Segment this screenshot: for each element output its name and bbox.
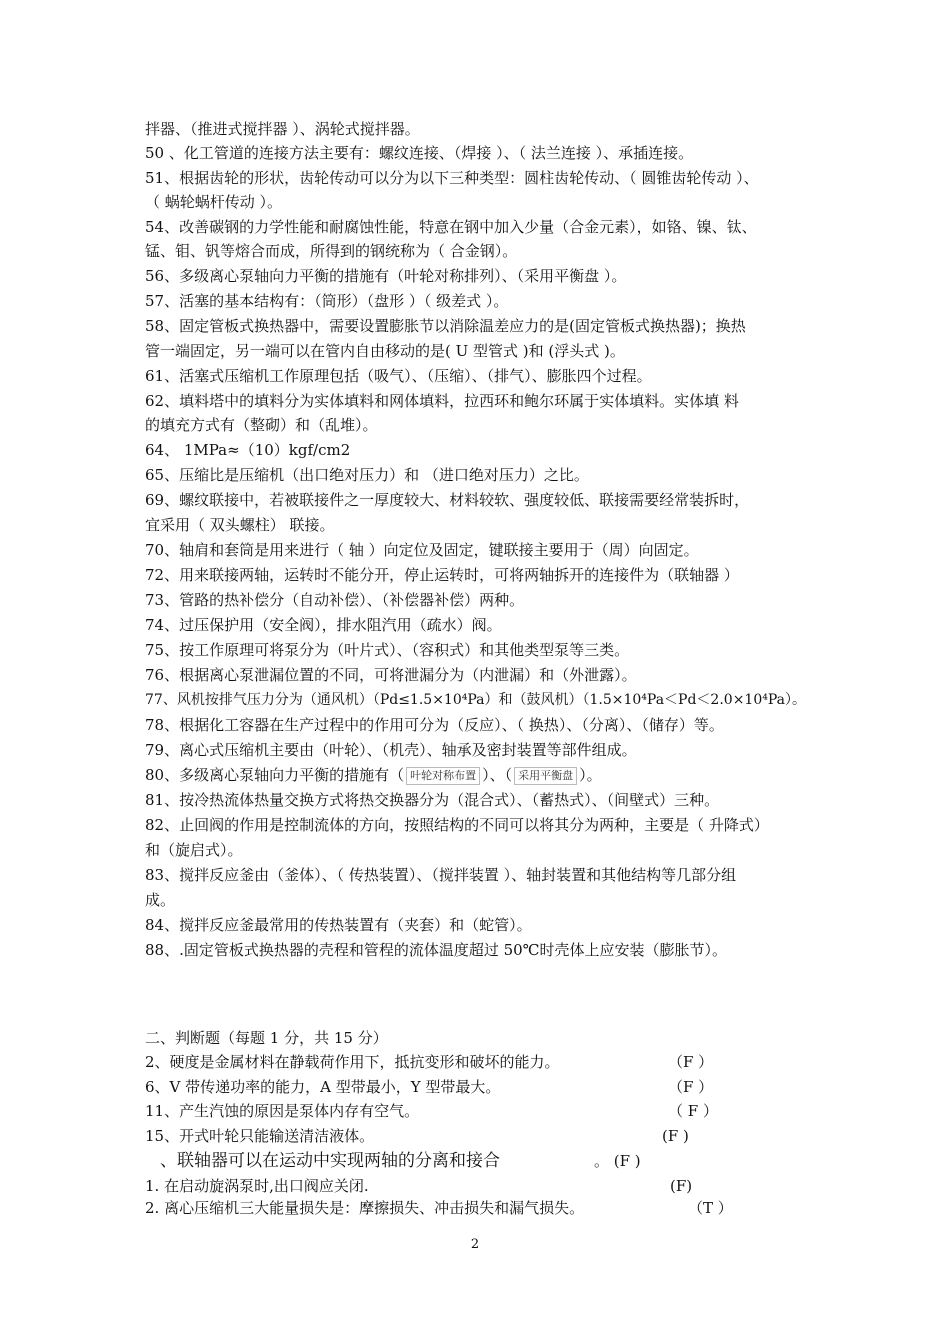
text-line: 61、活塞式压缩机工作原理包括（吸气）、（压缩）、（排气）、膨胀四个过程。 [145, 367, 652, 385]
text-line: 70、轴肩和套筒是用来进行（ 轴 ）向定位及固定，键联接主要用于（周）向固定。 [145, 541, 699, 559]
text-line: （ 蜗轮蜗杆传动 ）。 [145, 193, 283, 211]
judge-item-mark: (F) [670, 1177, 693, 1195]
text-line: 65、压缩比是压缩机（出口绝对压力）和 （进口绝对压力）之比。 [145, 466, 589, 484]
text-line: 62、填料塔中的填料分为实体填料和网体填料，拉西环和鲍尔环属于实体填料。实体填 料 [145, 392, 739, 410]
text-line: 83、搅拌反应釜由（釜体）、（ 传热装置）、（搅拌装置 ）、轴封装置和其他结构等几部分组 [145, 866, 737, 884]
judge-item-text: 1. 在启动旋涡泵时,出口阀应关闭. [145, 1177, 369, 1195]
text-line: 77、风机按排气压力分为（通风机）（Pd≤1.5×10⁴Pa）和（鼓风机）（1.5×10⁴Pa＜Pd＜2.0×10⁴Pa）。 [145, 692, 806, 708]
judge-item-mark: （F ） [668, 1078, 714, 1096]
judge-item-mark: 。 (F ) [594, 1152, 641, 1170]
page-number: 2 [470, 1237, 480, 1252]
q80-prefix: 80、多级离心泵轴向力平衡的措施有（ [145, 766, 405, 784]
text-line: 的填充方式有（整砌）和（乱堆）。 [145, 416, 378, 434]
text-line: 54、改善碳钢的力学性能和耐腐蚀性能，特意在钢中加入少量（合金元素），如铬、镍、钛、 [145, 218, 757, 236]
answer-box-1: 叶轮对称布置 [406, 767, 480, 785]
text-line: 64、 1MPa≈（10）kgf/cm2 [145, 441, 351, 459]
text-line: 宜采用（ 双头螺柱） 联接。 [145, 516, 335, 534]
text-line: 成。 [145, 891, 176, 909]
text-line: 82、止回阀的作用是控制流体的方向，按照结构的不同可以将其分为两种，主要是（ 升降式） [145, 816, 769, 834]
judge-item-text: 2、硬度是金属材料在静载荷作用下，抵抗变形和破坏的能力。 [145, 1053, 560, 1071]
judge-item-text: 6、V 带传递功率的能力，A 型带最小，Y 型带最大。 [145, 1078, 501, 1096]
judge-item-text: 2. 离心压缩机三大能量损失是：摩擦损失、冲击损失和漏气损失。 [145, 1199, 585, 1217]
text-line: 75、按工作原理可将泵分为（叶片式）、（容积式）和其他类型泵等三类。 [145, 641, 630, 659]
q80-mid: ）、（ [482, 766, 513, 784]
judge-item-text: 11、产生汽蚀的原因是泵体内存有空气。 [145, 1102, 420, 1120]
text-line: 58、固定管板式换热器中，需要设置膨胀节以消除温差应力的是(固定管板式换热器)；换热 [145, 317, 746, 335]
question-80 [145, 763, 815, 787]
text-line: 和（旋启式）。 [145, 841, 243, 859]
judge-item-text: 、联轴器可以在运动中实现两轴的分离和接合 [160, 1151, 500, 1171]
text-line: 73、管路的热补偿分（自动补偿）、（补偿器补偿）两种。 [145, 591, 525, 609]
text-line: 50 、化工管道的连接方法主要有：螺纹连接、（焊接 ）、（ 法兰连接 ）、承插连接。 [145, 144, 694, 162]
text-line: 76、根据离心泵泄漏位置的不同，可将泄漏分为（内泄漏）和（外泄露）。 [145, 666, 637, 684]
section-title: 二、判断题（每题 1 分，共 15 分） [145, 1029, 388, 1047]
text-line: 56、多级离心泵轴向力平衡的措施有（叶轮对称排列）、（采用平衡盘 ）。 [145, 267, 627, 285]
text-line: 拌器、（推进式搅拌器 ）、涡轮式搅拌器。 [145, 120, 420, 138]
text-line: 74、过压保护用（安全阀），排水阻汽用（疏水）阀。 [145, 616, 502, 634]
text-line: 管一端固定，另一端可以在管内自由移动的是( U 型管式 )和 (浮头式 )。 [145, 342, 625, 360]
text-line: 79、离心式压缩机主要由（叶轮）、（机壳）、轴承及密封装置等部件组成。 [145, 741, 637, 759]
judge-item-mark: （T ） [688, 1199, 733, 1217]
judge-item-mark: （ F ） [668, 1102, 718, 1120]
judge-item-mark: （F ） [668, 1053, 714, 1071]
answer-box-2: 采用平衡盘 [514, 767, 577, 785]
text-line: 51、根据齿轮的形状，齿轮传动可以分为以下三种类型：圆柱齿轮传动、（ 圆锥齿轮传动 ）、 [145, 169, 759, 187]
text-line: 锰、钼、钒等熔合而成，所得到的钢统称为（ 合金钢）。 [145, 242, 518, 260]
text-line: 72、用来联接两轴，运转时不能分开，停止运转时，可将两轴拆开的连接件为（联轴器 ） [145, 566, 739, 584]
text-line: 78、根据化工容器在生产过程中的作用可分为（反应）、（ 换热）、（分离）、（储存）等。 [145, 716, 724, 734]
text-line: 84、搅拌反应釜最常用的传热装置有（夹套）和（蛇管）。 [145, 916, 532, 934]
q80-suffix: ）。 [579, 766, 602, 784]
text-line: 69、螺纹联接中，若被联接件之一厚度较大、材料较软、强度较低、联接需要经常装拆时， [145, 491, 750, 509]
text-line: 81、按冷热流体热量交换方式将热交换器分为（混合式）、（蓄热式）、（间壁式）三种。 [145, 791, 720, 809]
judge-item-text: 15、开式叶轮只能输送清洁液体。 [145, 1127, 375, 1145]
text-line: 88、.固定管板式换热器的壳程和管程的流体温度超过 50℃时壳体上应安装（膨胀节）。 [145, 941, 727, 959]
judge-item-mark: (F ) [662, 1127, 689, 1145]
text-line: 57、活塞的基本结构有：（筒形）（盘形 ）（ 级差式 ）。 [145, 292, 509, 310]
